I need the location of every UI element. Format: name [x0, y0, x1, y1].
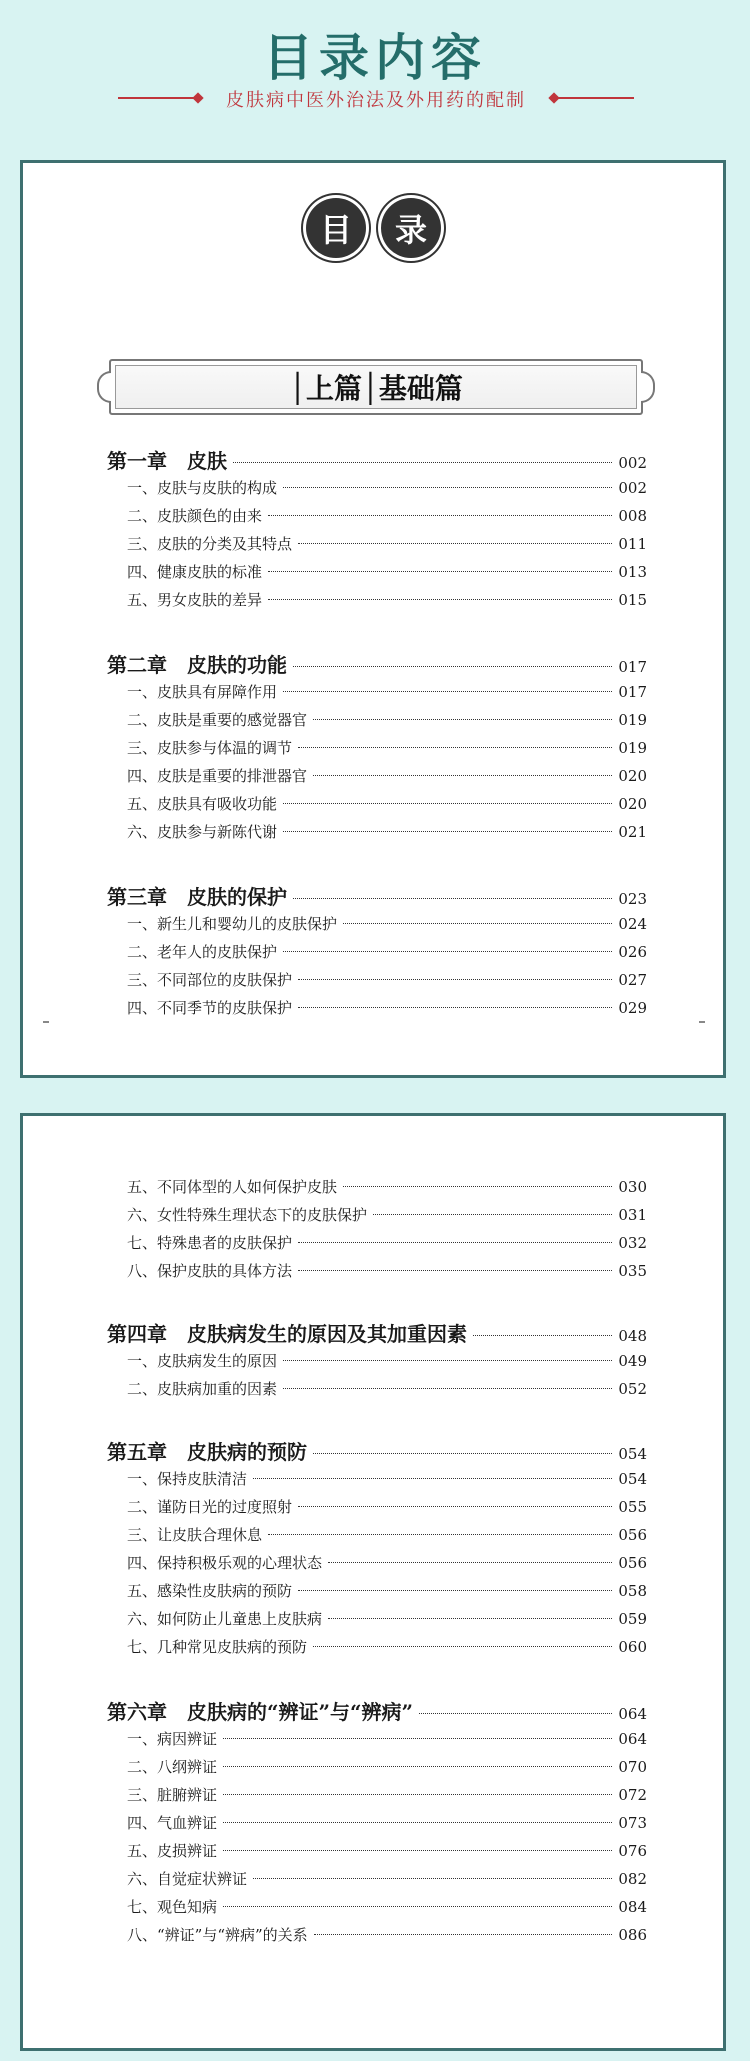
toc-section[interactable] [127, 1260, 647, 1281]
subtitle-line-right [556, 97, 634, 99]
toc-section[interactable] [127, 1468, 647, 1489]
toc-section[interactable] [127, 1840, 647, 1861]
page-number: 023 [618, 890, 647, 908]
dot-leader [223, 1906, 612, 1907]
page-edge-mark [699, 1021, 705, 1023]
section-title: 五、感染性皮肤病的预防 [127, 1582, 293, 1600]
section-title: 五、男女皮肤的差异 [127, 591, 263, 609]
part-banner [109, 359, 643, 415]
dot-leader [343, 1186, 612, 1187]
dot-leader [298, 747, 612, 748]
section-title: 二、皮肤颜色的由来 [127, 507, 263, 525]
toc-section[interactable] [127, 765, 647, 786]
dot-leader [283, 1388, 612, 1389]
page-number: 002 [618, 454, 647, 472]
seal-char: 目 [306, 198, 366, 258]
dot-leader [328, 1562, 612, 1563]
section-title: 五、皮肤具有吸收功能 [127, 795, 278, 813]
page-number: 060 [618, 1638, 647, 1656]
chapter-title: 第四章 皮肤病发生的原因及其加重因素 [107, 1322, 467, 1346]
dot-leader [283, 691, 612, 692]
page-number: 049 [618, 1352, 647, 1370]
section-title: 五、皮损辨证 [127, 1842, 218, 1860]
dot-leader [223, 1794, 612, 1795]
page-number: 026 [618, 943, 647, 961]
chapter-title: 第一章 皮肤 [107, 449, 227, 473]
section-title: 一、病因辨证 [127, 1730, 218, 1748]
section-title: 一、保持皮肤清洁 [127, 1470, 248, 1488]
section-title: 一、新生儿和婴幼儿的皮肤保护 [127, 915, 338, 933]
toc-section[interactable] [127, 1728, 647, 1749]
toc-section[interactable] [127, 1608, 647, 1629]
section-title: 三、让皮肤合理休息 [127, 1526, 263, 1544]
dot-leader [293, 666, 612, 667]
chapter-title: 第六章 皮肤病的“辨证”与“辨病” [107, 1700, 414, 1724]
toc-section[interactable] [127, 793, 647, 814]
toc-section[interactable] [127, 941, 647, 962]
chapter-title: 第五章 皮肤病的预防 [107, 1440, 307, 1464]
page-number: 076 [618, 1842, 647, 1860]
page-number: 024 [618, 915, 647, 933]
section-title: 七、观色知病 [127, 1898, 218, 1916]
dot-leader [298, 543, 612, 544]
dot-leader [298, 1590, 612, 1591]
toc-chapter[interactable] [107, 881, 647, 910]
dot-leader [223, 1738, 612, 1739]
section-title: 三、脏腑辨证 [127, 1786, 218, 1804]
toc-section[interactable] [127, 1756, 647, 1777]
toc-section[interactable] [127, 681, 647, 702]
dot-leader [373, 1214, 612, 1215]
page-number: 048 [618, 1327, 647, 1345]
page-number: 054 [618, 1445, 647, 1463]
toc-section[interactable] [127, 505, 647, 526]
dot-leader [253, 1878, 612, 1879]
dot-leader [313, 1453, 612, 1454]
toc-section[interactable] [127, 1868, 647, 1889]
section-title: 一、皮肤具有屏障作用 [127, 683, 278, 701]
toc-section[interactable] [127, 561, 647, 582]
page-number: 032 [618, 1234, 647, 1252]
toc-section[interactable] [127, 969, 647, 990]
dot-leader [298, 1506, 612, 1507]
dot-leader [473, 1335, 612, 1336]
section-title: 一、皮肤病发生的原因 [127, 1352, 278, 1370]
page-number: 002 [618, 479, 647, 497]
toc-seal [23, 198, 723, 268]
page-number: 035 [618, 1262, 647, 1280]
page-number: 052 [618, 1380, 647, 1398]
chapter-title: 第三章 皮肤的保护 [107, 885, 287, 909]
page-number: 064 [618, 1730, 647, 1748]
dot-leader [283, 487, 612, 488]
section-title: 二、皮肤病加重的因素 [127, 1380, 278, 1398]
toc-section[interactable] [127, 1636, 647, 1657]
dot-leader [298, 979, 612, 980]
page-number: 017 [618, 683, 647, 701]
page-number: 086 [618, 1926, 647, 1944]
toc-section[interactable] [127, 1784, 647, 1805]
toc-section[interactable] [127, 1812, 647, 1833]
dot-leader [223, 1850, 612, 1851]
section-title: 七、特殊患者的皮肤保护 [127, 1234, 293, 1252]
page-number: 056 [618, 1526, 647, 1544]
page-number: 055 [618, 1498, 647, 1516]
dot-leader [298, 1007, 612, 1008]
dot-leader [268, 571, 612, 572]
page-number: 072 [618, 1786, 647, 1804]
toc-page-2 [20, 1113, 726, 2051]
diamond-icon [192, 92, 203, 103]
section-title: 六、如何防止儿童患上皮肤病 [127, 1610, 323, 1628]
toc-chapter[interactable] [107, 1318, 647, 1347]
toc-chapter[interactable] [107, 649, 647, 678]
banner-cap-right [641, 371, 655, 403]
page-number: 027 [618, 971, 647, 989]
section-title: 三、不同部位的皮肤保护 [127, 971, 293, 989]
page-edge-mark [43, 1021, 49, 1023]
dot-leader [313, 719, 612, 720]
section-title: 四、气血辨证 [127, 1814, 218, 1832]
page-number: 064 [618, 1705, 647, 1723]
page-number: 013 [618, 563, 647, 581]
toc-section[interactable] [127, 737, 647, 758]
section-title: 七、几种常见皮肤病的预防 [127, 1638, 308, 1656]
section-title: 六、皮肤参与新陈代谢 [127, 823, 278, 841]
section-title: 六、女性特殊生理状态下的皮肤保护 [127, 1206, 368, 1224]
section-title: 二、老年人的皮肤保护 [127, 943, 278, 961]
toc-section[interactable] [127, 821, 647, 842]
dot-leader [268, 1534, 612, 1535]
toc-chapter[interactable] [107, 445, 647, 474]
section-title: 三、皮肤参与体温的调节 [127, 739, 293, 757]
toc-section[interactable] [127, 1176, 647, 1197]
dot-leader [233, 462, 612, 463]
page-number: 056 [618, 1554, 647, 1572]
page-number: 019 [618, 711, 647, 729]
page-number: 011 [618, 535, 647, 553]
section-title: 二、皮肤是重要的感觉器官 [127, 711, 308, 729]
section-title: 三、皮肤的分类及其特点 [127, 535, 293, 553]
toc-section[interactable] [127, 1378, 647, 1399]
page-title: 目录内容 [263, 29, 487, 87]
chapter-title: 第二章 皮肤的功能 [107, 653, 287, 677]
toc-section[interactable] [127, 997, 647, 1018]
page-number: 019 [618, 739, 647, 757]
toc-section[interactable] [127, 1580, 647, 1601]
section-title: 八、“辨证”与“辨病”的关系 [127, 1926, 308, 1944]
dot-leader [293, 898, 612, 899]
dot-leader [314, 1934, 613, 1935]
subtitle-row [0, 86, 750, 116]
toc-section[interactable] [127, 1204, 647, 1225]
dot-leader [298, 1270, 612, 1271]
page-number: 082 [618, 1870, 647, 1888]
section-title: 二、八纲辨证 [127, 1758, 218, 1776]
section-title: 二、谨防日光的过度照射 [127, 1498, 293, 1516]
toc-section[interactable] [127, 1924, 647, 1945]
section-title: 五、不同体型的人如何保护皮肤 [127, 1178, 338, 1196]
page-number: 059 [618, 1610, 647, 1628]
page-number: 021 [618, 823, 647, 841]
toc-section[interactable] [127, 1896, 647, 1917]
toc-chapter[interactable] [107, 1696, 647, 1725]
section-title: 一、皮肤与皮肤的构成 [127, 479, 278, 497]
dot-leader [223, 1766, 612, 1767]
dot-leader [298, 1242, 612, 1243]
page-number: 054 [618, 1470, 647, 1488]
toc-section[interactable] [127, 589, 647, 610]
dot-leader [343, 923, 612, 924]
toc-section[interactable] [127, 1524, 647, 1545]
page-number: 084 [618, 1898, 647, 1916]
dot-leader [313, 775, 612, 776]
section-title: 六、自觉症状辨证 [127, 1870, 248, 1888]
page-number: 029 [618, 999, 647, 1017]
dot-leader [268, 599, 612, 600]
toc-section[interactable] [127, 477, 647, 498]
dot-leader [268, 515, 612, 516]
toc-section[interactable] [127, 533, 647, 554]
toc-page-1 [20, 160, 726, 1078]
subtitle: 皮肤病中医外治法及外用药的配制 [226, 90, 526, 111]
page-number: 031 [618, 1206, 647, 1224]
page-number: 008 [618, 507, 647, 525]
dot-leader [328, 1618, 612, 1619]
part-title: │上篇│基础篇 [289, 372, 463, 405]
page-number: 070 [618, 1758, 647, 1776]
toc-section[interactable] [127, 709, 647, 730]
section-title: 四、不同季节的皮肤保护 [127, 999, 293, 1017]
section-title: 四、保持积极乐观的心理状态 [127, 1554, 323, 1572]
section-title: 四、皮肤是重要的排泄器官 [127, 767, 308, 785]
banner-cap-left [97, 371, 111, 403]
page-number: 058 [618, 1582, 647, 1600]
dot-leader [283, 831, 612, 832]
toc-chapter[interactable] [107, 1436, 647, 1465]
section-title: 八、保护皮肤的具体方法 [127, 1262, 293, 1280]
page-number: 015 [618, 591, 647, 609]
dot-leader [283, 803, 612, 804]
dot-leader [419, 1713, 612, 1714]
page-number: 030 [618, 1178, 647, 1196]
page-number: 020 [618, 767, 647, 785]
seal-char: 录 [381, 198, 441, 258]
subtitle-line-left [118, 97, 196, 99]
dot-leader [283, 1360, 612, 1361]
dot-leader [313, 1646, 612, 1647]
toc-section[interactable] [127, 1350, 647, 1371]
section-title: 四、健康皮肤的标准 [127, 563, 263, 581]
dot-leader [283, 951, 612, 952]
toc-section[interactable] [127, 1496, 647, 1517]
page-number: 073 [618, 1814, 647, 1832]
toc-section[interactable] [127, 1552, 647, 1573]
toc-section[interactable] [127, 1232, 647, 1253]
dot-leader [223, 1822, 612, 1823]
header [0, 0, 750, 150]
page-number: 017 [618, 658, 647, 676]
page-number: 020 [618, 795, 647, 813]
dot-leader [253, 1478, 612, 1479]
toc-section[interactable] [127, 913, 647, 934]
